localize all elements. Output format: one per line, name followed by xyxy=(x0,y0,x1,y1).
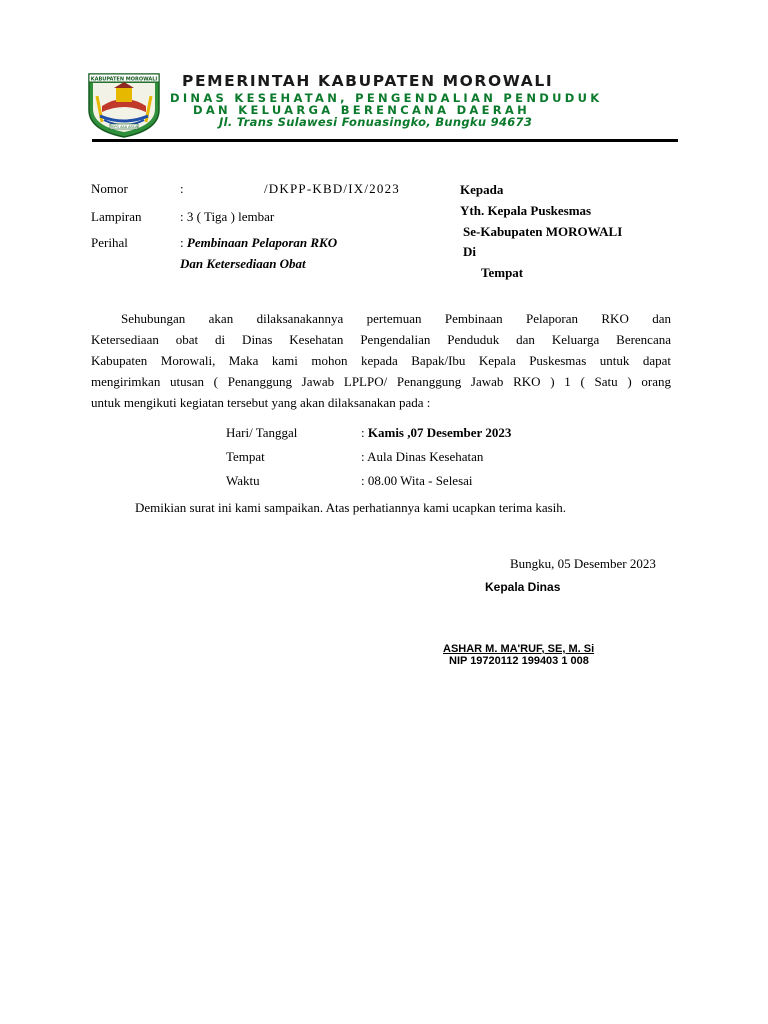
nomor-label: Nomor xyxy=(91,181,128,196)
body-paragraph xyxy=(91,308,671,413)
perihal-label: Perihal xyxy=(91,235,128,250)
letterhead-divider xyxy=(92,139,678,142)
perihal-colon: : xyxy=(180,235,187,250)
signature-name: ASHAR M. MA'RUF, SE, M. Si xyxy=(443,643,595,655)
emblem-banner-text: KABUPATEN MOROWALI xyxy=(90,76,158,83)
perihal-line2: Dan Ketersediaan Obat xyxy=(180,256,306,271)
schedule-tempat-label: Tempat xyxy=(226,449,265,464)
schedule-waktu-label: Waktu xyxy=(226,473,260,488)
body-line: mengirimkan utusan ( Penanggung Jawab LPLPO/ Penanggung Jawab RKO ) 1 ( Satu ) orang xyxy=(91,374,671,389)
schedule-tempat-value: : Aula Dinas Kesehatan xyxy=(361,449,484,464)
schedule-hari-label: Hari/ Tanggal xyxy=(226,425,298,440)
signature-nip: NIP 19720112 199403 1 008 xyxy=(449,655,589,667)
letterhead-department-line1: DINAS KESEHATAN, PENGENDALIAN PENDUDUK xyxy=(170,91,603,105)
recipient-title: Yth. Kepala Puskesmas xyxy=(460,203,592,218)
schedule-waktu-value: : 08.00 Wita - Selesai xyxy=(361,473,473,488)
schedule-hari-value xyxy=(361,425,511,441)
nomor-value: /DKPP-KBD/IX/2023 xyxy=(264,181,400,196)
lampiran-value: : 3 ( Tiga ) lembar xyxy=(180,209,275,224)
letterhead-department-line2: DAN KELUARGA BERENCANA DAERAH xyxy=(193,103,531,117)
schedule-hari-colon: : xyxy=(361,425,368,440)
letterhead-government-title: PEMERINTAH KABUPATEN MOROWALI xyxy=(182,72,554,90)
signature-place-date: Bungku, 05 Desember 2023 xyxy=(510,556,656,571)
closing-sentence: Demikian surat ini kami sampaikan. Atas perhatiannya kami ucapkan terima kasih. xyxy=(135,500,567,515)
regency-emblem-logo xyxy=(86,72,162,138)
body-line: Ketersediaan obat di Dinas Kesehatan Pengendalian Penduduk dan Keluarga Berencana xyxy=(91,332,671,347)
perihal-line1 xyxy=(180,235,337,251)
recipient-kepada: Kepada xyxy=(460,182,504,197)
body-line: Kabupaten Morowali, Maka kami mohon kepada Bapak/Ibu Kepala Puskesmas untuk dapat xyxy=(91,353,671,368)
body-line: Sehubungan akan dilaksanakannya pertemuan Pembinaan Pelaporan RKO dan xyxy=(121,311,671,326)
recipient-tempat: Tempat xyxy=(481,265,524,280)
recipient-region: Se-Kabupaten MOROWALI xyxy=(463,224,623,239)
signature-title: Kepala Dinas xyxy=(485,580,561,594)
body-line: untuk mengikuti kegiatan tersebut yang akan dilaksanakan pada : xyxy=(91,395,431,410)
recipient-di: Di xyxy=(463,244,476,259)
emblem-motto-text: TEPO ASA AROA xyxy=(110,125,138,129)
lampiran-label: Lampiran xyxy=(91,209,142,224)
letterhead-address: Jl. Trans Sulawesi Fonuasingko, Bungku 94673 xyxy=(219,115,533,129)
schedule-hari-date: Kamis ,07 Desember 2023 xyxy=(367,425,512,440)
nomor-colon: : xyxy=(180,181,184,196)
perihal-subject: Pembinaan Pelaporan RKO xyxy=(186,235,338,250)
